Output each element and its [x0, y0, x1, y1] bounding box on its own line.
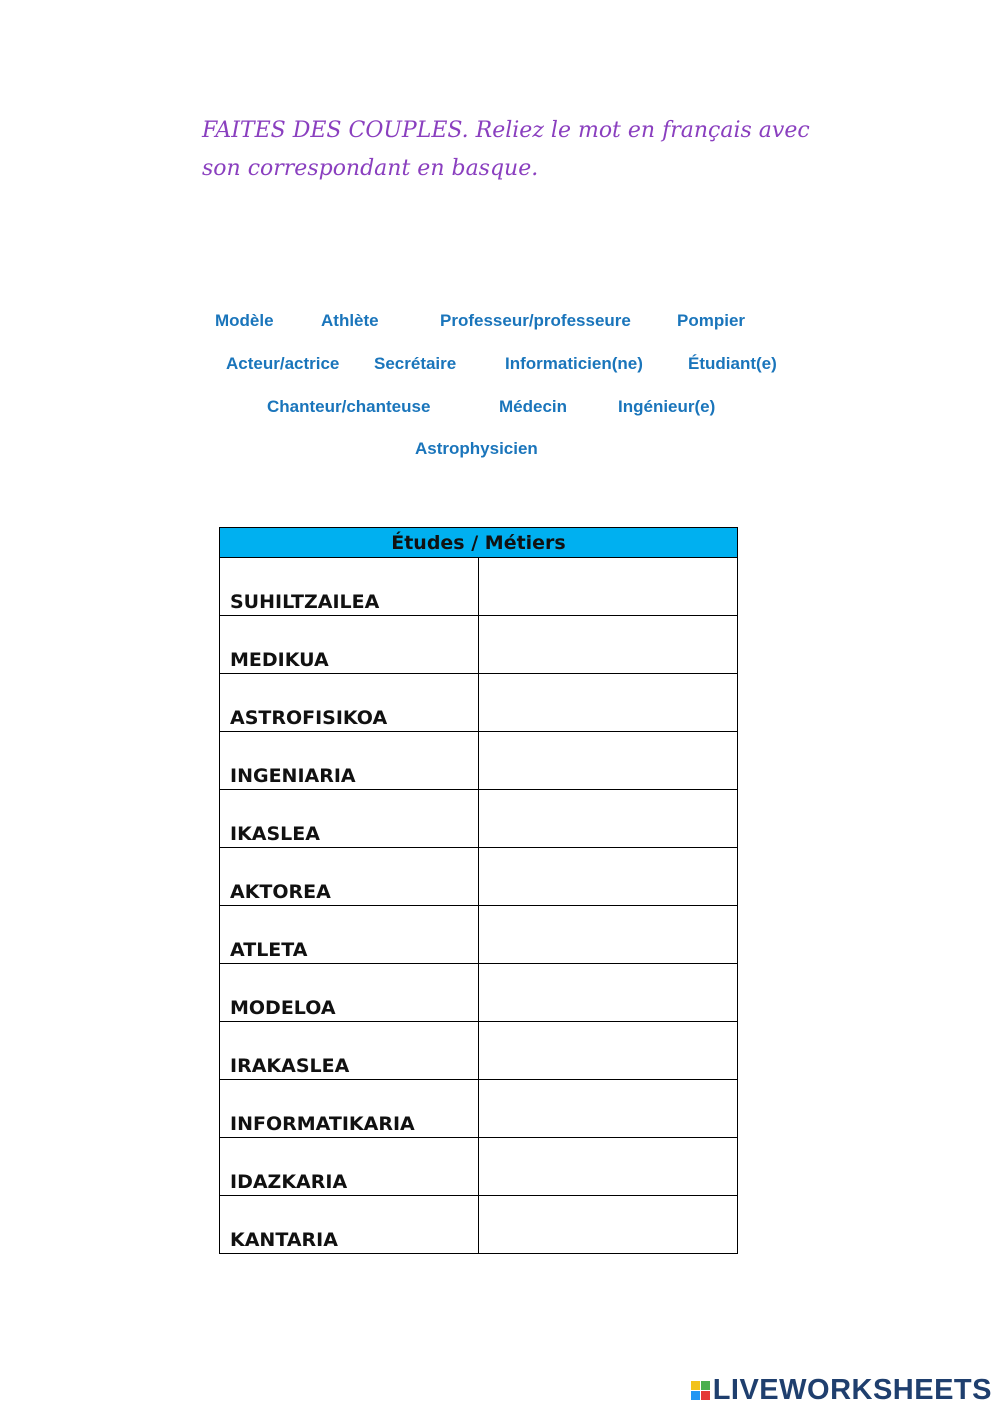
word-bank-item: Astrophysicien [415, 439, 538, 458]
answer-box[interactable] [479, 906, 738, 964]
table-header: Études / Métiers [220, 528, 738, 558]
table-row [220, 732, 738, 790]
liveworksheets-logo [691, 1374, 992, 1407]
table-row [220, 790, 738, 848]
basque-word: MODELOA [220, 964, 479, 1022]
table-row [220, 1080, 738, 1138]
basque-word: IRAKASLEA [220, 1022, 479, 1080]
word-bank-item: Pompier [677, 311, 746, 330]
word-bank-item: Ingénieur(e) [618, 397, 716, 416]
answer-box[interactable] [479, 1080, 738, 1138]
basque-word: IKASLEA [220, 790, 479, 848]
answer-box[interactable] [479, 848, 738, 906]
table-row [220, 964, 738, 1022]
table-row [220, 1022, 738, 1080]
table-row [220, 558, 738, 616]
table-row [220, 848, 738, 906]
basque-word: MEDIKUA [220, 616, 479, 674]
basque-word: SUHILTZAILEA [220, 558, 479, 616]
answer-box[interactable] [479, 1138, 738, 1196]
word-bank-item: Professeur/professeure [440, 311, 631, 330]
instructions-line-1: FAITES DES COUPLES. Reliez le mot en français avec [202, 118, 810, 143]
answer-box[interactable] [479, 732, 738, 790]
word-bank-item: Modèle [215, 311, 274, 330]
word-bank-item: Secrétaire [374, 354, 457, 373]
matching-table [219, 527, 738, 1254]
basque-word: KANTARIA [220, 1196, 479, 1254]
word-bank-item: Athlète [321, 311, 379, 330]
logo-text: LIVEWORKSHEETS [712, 1374, 992, 1406]
logo-blocks-icon [691, 1381, 710, 1400]
table-row [220, 616, 738, 674]
word-bank-item: Acteur/actrice [226, 354, 340, 373]
word-bank-item: Étudiant(e) [688, 354, 777, 373]
answer-box[interactable] [479, 790, 738, 848]
table-row [220, 1138, 738, 1196]
basque-word: IDAZKARIA [220, 1138, 479, 1196]
table-row [220, 674, 738, 732]
instructions-line-2: son correspondant en basque. [202, 156, 539, 181]
answer-box[interactable] [479, 964, 738, 1022]
basque-word: INFORMATIKARIA [220, 1080, 479, 1138]
basque-word: ATLETA [220, 906, 479, 964]
table-row [220, 1196, 738, 1254]
table-row [220, 906, 738, 964]
basque-word: AKTOREA [220, 848, 479, 906]
answer-box[interactable] [479, 558, 738, 616]
answer-box[interactable] [479, 616, 738, 674]
answer-box[interactable] [479, 674, 738, 732]
word-bank-item: Médecin [499, 397, 568, 416]
answer-box[interactable] [479, 1196, 738, 1254]
answer-box[interactable] [479, 1022, 738, 1080]
word-bank-item: Chanteur/chanteuse [267, 397, 431, 416]
basque-word: INGENIARIA [220, 732, 479, 790]
basque-word: ASTROFISIKOA [220, 674, 479, 732]
instructions [202, 112, 862, 188]
word-bank-item: Informaticien(ne) [505, 354, 643, 373]
